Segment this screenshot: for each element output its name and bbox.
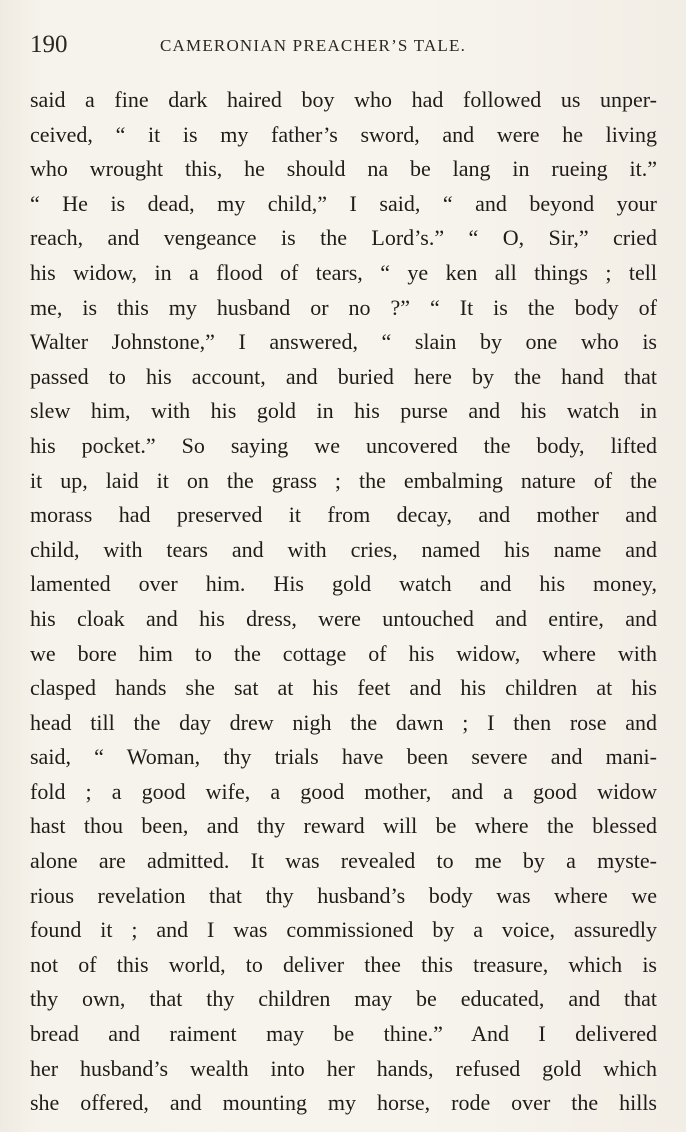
- text-line: slew him, with his gold in his purse and his watch in: [30, 398, 657, 424]
- text-line: “ He is dead, my child,” I said, “ and beyond your: [30, 190, 657, 216]
- text-line: we bore him to the cottage of his widow, where with: [30, 640, 657, 666]
- text-line: not of this world, to deliver thee this treasure, which is: [30, 951, 657, 977]
- text-line: morass had preserved it from decay, and mother and: [30, 502, 657, 528]
- text-line: head till the day drew nigh the dawn ; I then rose and: [30, 709, 657, 735]
- running-head: [30, 30, 656, 64]
- text-line: rious revelation that thy husband’s body was where we: [30, 882, 657, 908]
- text-line: who wrought this, he should na be lang in rueing it.”: [30, 156, 657, 182]
- text-line: clasped hands she sat at his feet and his children at his: [30, 675, 657, 701]
- text-line: passed to his account, and buried here by the hand that: [30, 363, 657, 389]
- text-line: child, with tears and with cries, named his name and: [30, 536, 657, 562]
- text-line: his widow, in a flood of tears, “ ye ken all things ; tell: [30, 259, 657, 285]
- text-line: ceived, “ it is my father’s sword, and were he living: [30, 121, 657, 147]
- text-line: reach, and vengeance is the Lord’s.” “ O, Sir,” cried: [30, 225, 657, 251]
- text-line: thy own, that thy children may be educated, and that: [30, 986, 657, 1012]
- text-line: Walter Johnstone,” I answered, “ slain by one who is: [30, 329, 657, 355]
- text-line: said, “ Woman, thy trials have been severe and mani-: [30, 744, 657, 770]
- text-line: she offered, and mounting my horse, rode over the hills: [30, 1090, 657, 1116]
- text-line: alone are admitted. It was revealed to me by a myste-: [30, 848, 657, 874]
- text-line: fold ; a good wife, a good mother, and a good widow: [30, 778, 657, 804]
- text-line: bread and raiment may be thine.” And I delivered: [30, 1021, 657, 1047]
- text-line: his cloak and his dress, were untouched and entire, and: [30, 605, 657, 631]
- text-line: her husband’s wealth into her hands, refused gold which: [30, 1055, 657, 1081]
- body-text: [30, 83, 657, 1121]
- text-line: lamented over him. His gold watch and his money,: [30, 571, 657, 597]
- text-line: it up, laid it on the grass ; the embalming nature of the: [30, 467, 657, 493]
- text-line: me, is this my husband or no ?” “ It is the body of: [30, 294, 657, 320]
- text-line: his pocket.” So saying we uncovered the body, lifted: [30, 432, 657, 458]
- text-line: found it ; and I was commissioned by a voice, assuredly: [30, 917, 657, 943]
- running-title: CAMERONIAN PREACHER’S TALE.: [160, 36, 467, 55]
- text-line: said a fine dark haired boy who had followed us unper-: [30, 87, 657, 112]
- page-number: 190: [30, 31, 68, 58]
- text-line: hast thou been, and thy reward will be where the blessed: [30, 813, 657, 839]
